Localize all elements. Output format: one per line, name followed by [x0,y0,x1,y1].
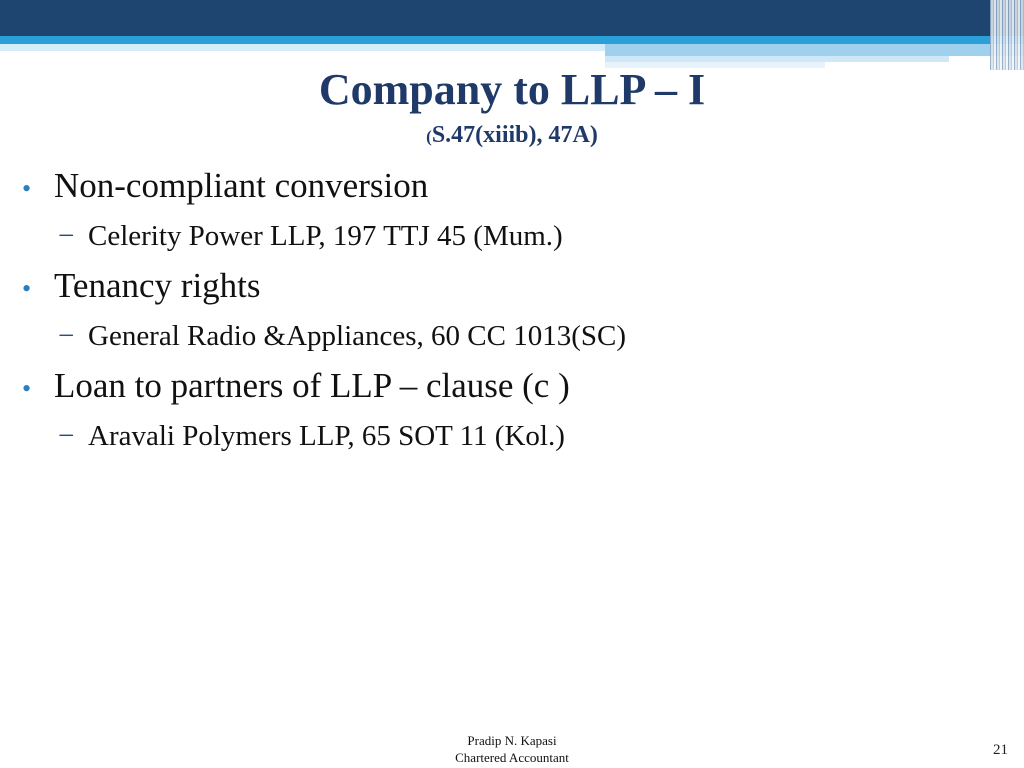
bullet-text: Non-compliant conversion [54,166,429,205]
sub-bullet-item [58,416,982,456]
header-accent-strip-right [605,44,1024,56]
subtitle-text: S.47(xiiib), 47A) [431,122,598,148]
sub-bullet-text: General Radio &Appliances, 60 CC 1013(SC) [88,320,627,352]
slide-content [22,164,982,456]
header-accent-band [0,36,1024,44]
header-accent-strip-left [0,44,605,51]
slide-title: Company to LLP – I [318,65,706,114]
bullet-text: Loan to partners of LLP – clause (c ) [54,366,570,405]
slide-subtitle [0,120,1024,152]
bullet-icon: • [22,174,32,203]
footer-author [412,732,612,766]
dash-icon: − [58,220,75,252]
header-band [0,0,1024,36]
sub-bullet-text: Aravali Polymers LLP, 65 SOT 11 (Kol.) [88,420,565,452]
subtitle-open-paren: ( [426,127,432,146]
bullet-text: Tenancy rights [54,266,261,305]
bullet-icon: • [22,274,32,303]
sub-bullet-text: Celerity Power LLP, 197 TTJ 45 (Mum.) [88,220,563,252]
footer-role: Chartered Accountant [455,750,569,765]
bullet-item [22,164,982,208]
sub-bullet-item [58,216,982,256]
sub-bullet-item [58,316,982,356]
footer-name: Pradip N. Kapasi [467,733,557,748]
bullet-item [22,364,982,408]
bullet-icon: • [22,374,32,403]
header-stripes-decoration [990,0,1024,70]
dash-icon: − [58,320,75,352]
page-number: 21 [993,742,1008,758]
bullet-item [22,264,982,308]
dash-icon: − [58,420,75,452]
